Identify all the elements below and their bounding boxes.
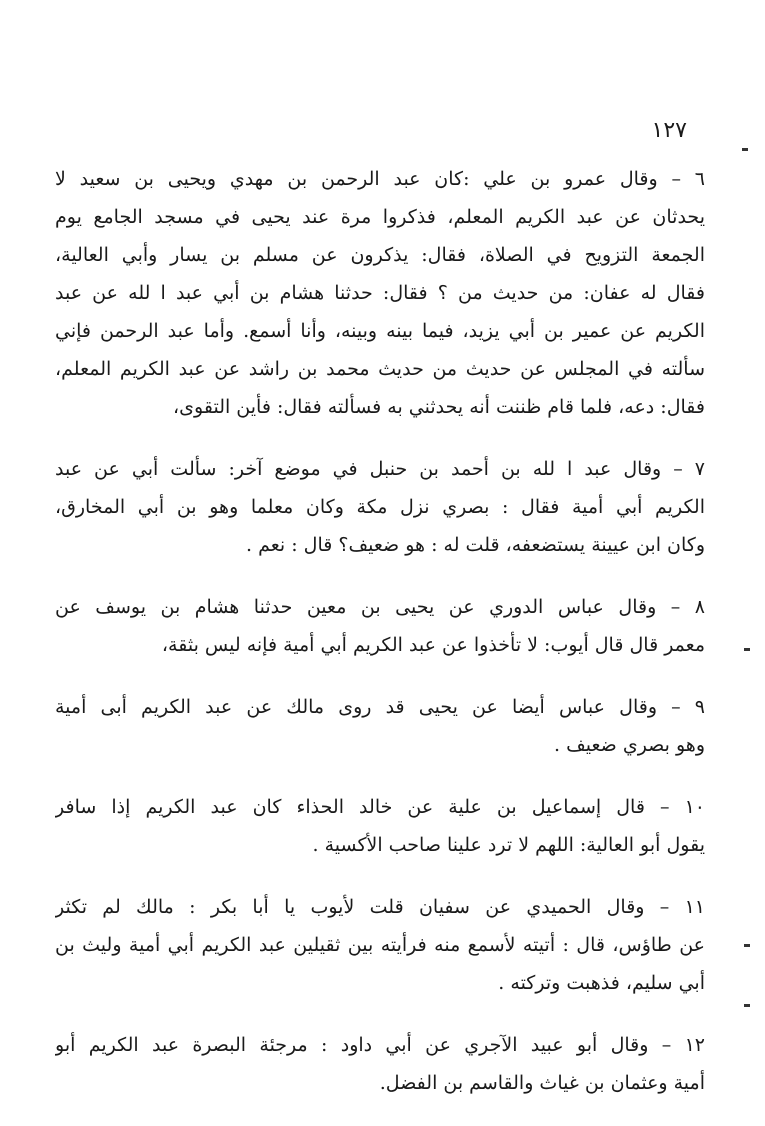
entry-line: أبي سليم، فذهبت وتركته . xyxy=(498,972,705,994)
entry-line: ١٠ – قال إسماعيل بن علية عن خالد الحذاء كان عبد الكريم إذا سافر xyxy=(55,796,705,818)
entry-line: يحدثان عن عبد الكريم المعلم، فذكروا مرة عند يحيى في مسجد الجامع يوم xyxy=(55,206,705,228)
entry-line: ١١ – وقال الحميدي عن سفيان قلت لأيوب يا أبا بكر : مالك لم تكثر xyxy=(55,896,705,918)
entry-line: الكريم عن عمير بن أبي يزيد، فيما بينه وبينه، وأنا أسمع. وأما عبد الرحمن فإني xyxy=(55,320,705,342)
entry-line: يقول أبو العالية: اللهم لا ترد علينا صاحب الأكسية . xyxy=(312,834,705,856)
scan-mark xyxy=(742,148,748,151)
entry-line: الجمعة التزويح في الصلاة، فقال: يذكرون عن مسلم بن يسار وأبي العالية، xyxy=(55,244,705,266)
entry-line: وهو بصري ضعيف . xyxy=(554,734,705,756)
entry-8 xyxy=(55,588,705,664)
entry-line: عن طاؤس، قال : أتيته لأسمع منه فرأيته بين ثقيلين عبد الكريم أبي أمية وليث بن xyxy=(55,934,705,956)
entry-line: ١٢ – وقال أبو عبيد الآجري عن أبي داود : مرجئة البصرة عبد الكريم أبو xyxy=(55,1034,705,1056)
entry-10 xyxy=(55,788,705,864)
entry-line: الكريم أبي أمية فقال : بصري نزل مكة وكان معلما وهو بن أبي المخارق، xyxy=(55,496,705,518)
entry-12 xyxy=(55,1026,705,1102)
entry-line: ٩ – وقال عباس أيضا عن يحيى قد روى مالك عن عبد الكريم أبى أمية xyxy=(55,696,705,718)
entry-line: ٦ – وقال عمرو بن علي :كان عبد الرحمن بن مهدي ويحيى بن سعيد لا xyxy=(55,168,705,190)
entry-6 xyxy=(55,160,705,426)
entry-line: سألته في المجلس عن حديث من حديث محمد بن راشد عن عبد الكريم المعلم، xyxy=(55,358,705,380)
page-number: ١٢٧ xyxy=(651,118,687,143)
entry-line: فقال له عفان: من حديث من ؟ فقال: حدثنا هشام بن أبي عبد ا لله عن عبد xyxy=(55,282,705,304)
entry-line: أمية وعثمان بن غياث والقاسم بن الفضل. xyxy=(379,1072,705,1094)
entries-list xyxy=(55,160,705,1126)
entry-7 xyxy=(55,450,705,564)
entry-line: وكان ابن عيينة يستضعفه، قلت له : هو ضعيف؟ قال : نعم . xyxy=(246,534,705,556)
entry-line: ٧ – وقال عبد ا لله بن أحمد بن حنبل في موضع آخر: سألت أبي عن عبد xyxy=(55,458,705,480)
scan-mark xyxy=(744,1004,750,1007)
entry-line: معمر قال قال أيوب: لا تأخذوا عن عبد الكريم أبي أمية فإنه ليس بثقة، xyxy=(161,634,705,656)
entry-line: ٨ – وقال عباس الدوري عن يحيى بن معين حدثنا هشام بن يوسف عن xyxy=(55,596,705,618)
scan-mark xyxy=(744,944,750,947)
entry-11 xyxy=(55,888,705,1002)
entry-9 xyxy=(55,688,705,764)
entry-line: فقال: دعه، فلما قام ظننت أنه يحدثني به فسألته فقال: فأين التقوى، xyxy=(173,396,705,418)
scan-mark xyxy=(744,648,750,651)
